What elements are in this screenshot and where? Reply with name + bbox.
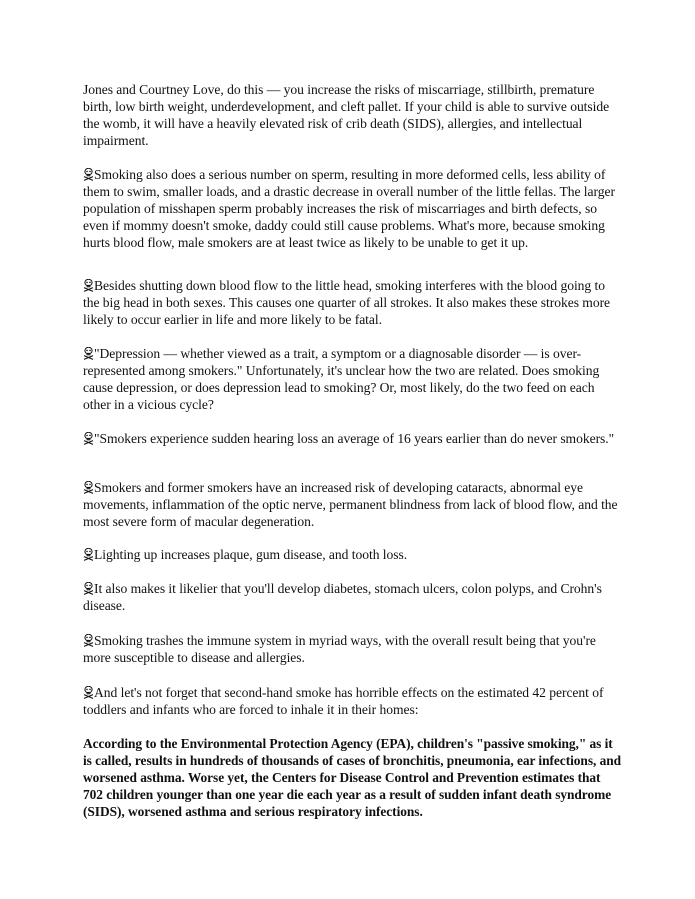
paragraph-intro: [83, 81, 623, 149]
skull-crossbones-icon: [83, 481, 94, 494]
paragraph-sperm: [83, 166, 623, 251]
skull-crossbones-icon: [83, 347, 94, 360]
paragraph-text: Jones and Courtney Love, do this — you increase the risks of miscarriage, stillbirth, premature birth, low birth weight, underdevelopment, and cleft pallet. If your child is able to survive outside the womb, it will have a heavily elevated risk of crib death (SIDS), allergies, and intellectual impairment.: [83, 82, 610, 148]
paragraph-text: Smoking trashes the immune system in myriad ways, with the overall result being that you're more susceptible to disease and allergies.: [83, 633, 596, 665]
paragraph-stroke: [83, 277, 623, 328]
paragraph-hearing: [83, 430, 623, 447]
skull-crossbones-icon: [83, 168, 94, 181]
skull-crossbones-icon: [83, 279, 94, 292]
quote-text: According to the Environmental Protection Agency (EPA), children's "passive smoking," as it is called, results in hundreds of thousands of cases of bronchitis, pneumonia, ear infections, and worsened asthma. Worse yet, the Centers for Disease Control and Prevention estimates that 702 children younger than one year die each year as a result of sudden infant death syndrome (SIDS), worsened asthma and serious respiratory infections.: [83, 736, 622, 819]
skull-crossbones-icon: [83, 582, 94, 595]
paragraph-text: "Depression — whether viewed as a trait, a symptom or a diagnosable disorder — is over-represented among smokers." Unfortunately, it's unclear how the two are related. Does smoking cause depression, or does depression lead to smoking? Or, most likely, do the two feed on each other in a vicious cycle?: [83, 346, 600, 412]
skull-crossbones-icon: [83, 686, 94, 699]
paragraph-text: "Smokers experience sudden hearing loss an average of 16 years earlier than do never smokers.": [94, 431, 615, 446]
paragraph-text: Lighting up increases plaque, gum disease, and tooth loss.: [94, 547, 408, 562]
paragraph-immune: [83, 632, 623, 666]
paragraph-text: It also makes it likelier that you'll develop diabetes, stomach ulcers, colon polyps, and Crohn's disease.: [83, 581, 602, 613]
paragraph-diabetes: [83, 580, 623, 614]
paragraph-text: And let's not forget that second-hand smoke has horrible effects on the estimated 42 percent of toddlers and infants who are forced to inhale it in their homes:: [83, 685, 604, 717]
paragraph-depression: [83, 345, 623, 413]
epa-quote: [83, 735, 623, 820]
skull-crossbones-icon: [83, 634, 94, 647]
paragraph-text: Besides shutting down blood flow to the little head, smoking interferes with the blood going to the big head in both sexes. This causes one quarter of all strokes. It also makes these strokes more likely to occur earlier in life and more likely to be fatal.: [83, 278, 611, 327]
skull-crossbones-icon: [83, 548, 94, 561]
skull-crossbones-icon: [83, 432, 94, 445]
paragraph-teeth: [83, 546, 623, 563]
paragraph-second-hand: [83, 684, 623, 718]
paragraph-eyes: [83, 479, 623, 530]
paragraph-text: Smoking also does a serious number on sperm, resulting in more deformed cells, less ability of them to swim, smaller loads, and a drastic decrease in overall number of the little fellas. The larger population of misshapen sperm probably increases the risk of miscarriages and birth defects, so even if mommy doesn't smoke, daddy could still cause problems. What's more, because smoking hurts blood flow, male smokers are at least twice as likely to be unable to get it up.: [83, 167, 615, 250]
paragraph-text: Smokers and former smokers have an increased risk of developing cataracts, abnormal eye movements, inflammation of the optic nerve, permanent blindness from lack of blood flow, and the most severe form of macular degeneration.: [83, 480, 618, 529]
